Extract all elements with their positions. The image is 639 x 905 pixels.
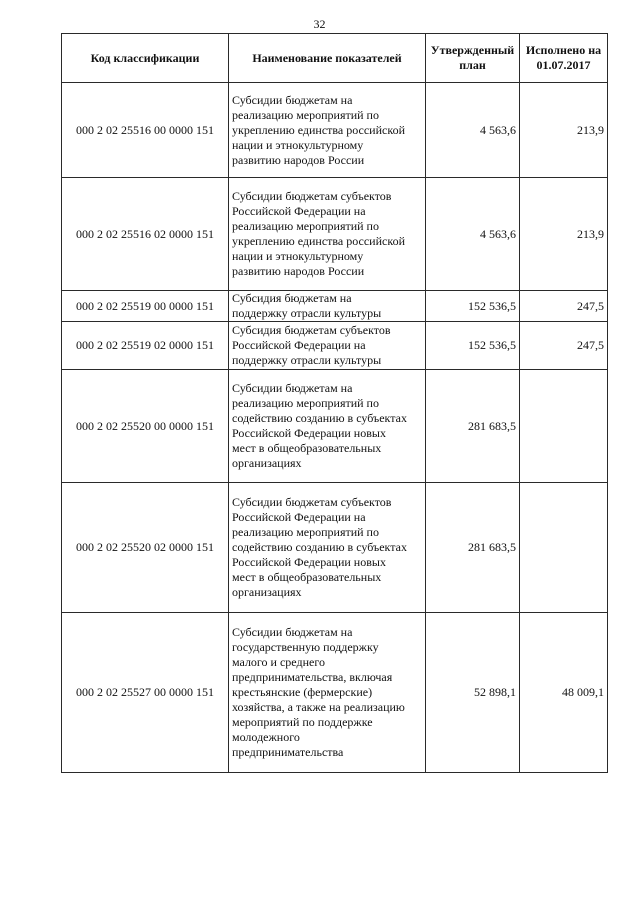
executed-value: 213,9 (520, 178, 608, 291)
classification-code: 000 2 02 25527 00 0000 151 (62, 613, 229, 773)
classification-code: 000 2 02 25520 02 0000 151 (62, 483, 229, 613)
classification-code: 000 2 02 25516 00 0000 151 (62, 83, 229, 178)
classification-code: 000 2 02 25516 02 0000 151 (62, 178, 229, 291)
approved-plan-value: 52 898,1 (426, 613, 520, 773)
approved-plan-value: 152 536,5 (426, 291, 520, 322)
table-row (62, 613, 608, 773)
indicator-name: Субсидия бюджетам субъектов Российской Федерации на поддержку отрасли культуры (229, 322, 426, 370)
table-row (62, 291, 608, 322)
approved-plan-value: 152 536,5 (426, 322, 520, 370)
header-name: Наименование показателей (229, 34, 426, 83)
executed-value: 213,9 (520, 83, 608, 178)
page-number: 32 (313, 17, 326, 31)
executed-value: 247,5 (520, 322, 608, 370)
indicator-name: Субсидия бюджетам на поддержку отрасли культуры (229, 291, 426, 322)
indicator-name: Субсидии бюджетам на реализацию мероприятий по укреплению единства российской нации и этнокультурному развитию народов России (229, 83, 426, 178)
approved-plan-value: 4 563,6 (426, 83, 520, 178)
table-row (62, 322, 608, 370)
table-row (62, 178, 608, 291)
indicator-name: Субсидии бюджетам на реализацию мероприятий по содействию созданию в субъектах Российской Федерации новых мест в общеобразовательных организациях (229, 370, 426, 483)
executed-value (520, 370, 608, 483)
header-plan: Утвержденный план (426, 34, 520, 83)
table-row (62, 83, 608, 178)
table-row (62, 370, 608, 483)
table-header-row (62, 34, 608, 83)
approved-plan-value: 281 683,5 (426, 370, 520, 483)
classification-code: 000 2 02 25519 00 0000 151 (62, 291, 229, 322)
indicator-name: Субсидии бюджетам субъектов Российской Федерации на реализацию мероприятий по укреплению единства российской нации и этнокультурному развитию народов России (229, 178, 426, 291)
indicator-name: Субсидии бюджетам на государственную поддержку малого и среднего предпринимательства, включая крестьянские (фермерские) хозяйства, а также на реализацию мероприятий по поддержке молодежного предпринимательства (229, 613, 426, 773)
header-done: Исполнено на 01.07.2017 (520, 34, 608, 83)
approved-plan-value: 281 683,5 (426, 483, 520, 613)
executed-value (520, 483, 608, 613)
executed-value: 247,5 (520, 291, 608, 322)
header-code: Код классификации (62, 34, 229, 83)
indicator-name: Субсидии бюджетам субъектов Российской Федерации на реализацию мероприятий по содействию созданию в субъектах Российской Федерации новых мест в общеобразовательных организациях (229, 483, 426, 613)
approved-plan-value: 4 563,6 (426, 178, 520, 291)
budget-table (61, 33, 608, 773)
executed-value: 48 009,1 (520, 613, 608, 773)
classification-code: 000 2 02 25519 02 0000 151 (62, 322, 229, 370)
table-row (62, 483, 608, 613)
classification-code: 000 2 02 25520 00 0000 151 (62, 370, 229, 483)
